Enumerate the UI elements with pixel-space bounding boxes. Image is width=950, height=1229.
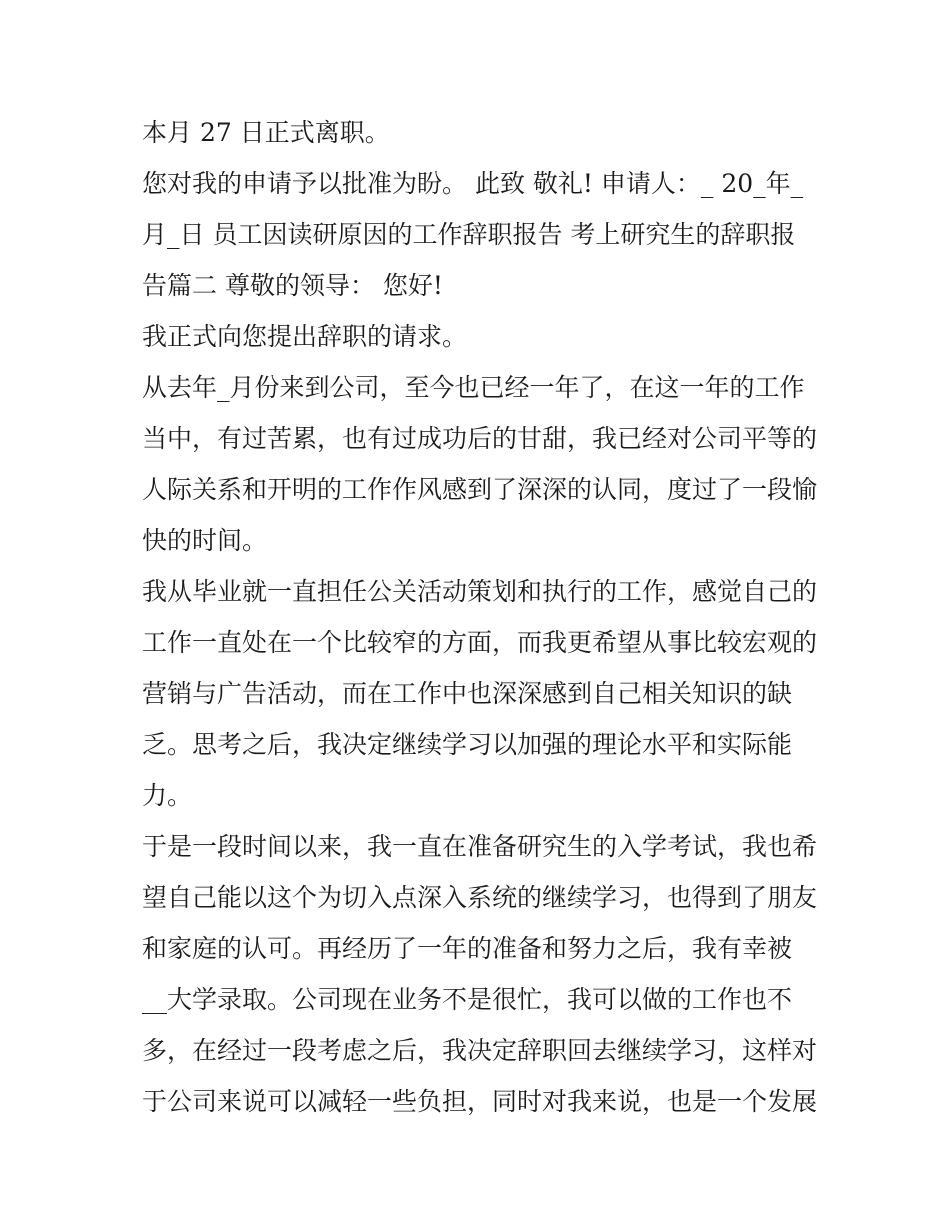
text-line: 当中，有过苦累，也有过成功后的甘甜，我已经对公司平等的 <box>142 424 818 453</box>
text-line: 工作一直处在一个比较窄的方面，而我更希望从事比较宏观的 <box>142 628 818 657</box>
text-line: __大学录取。公司现在业务不是很忙，我可以做的工作也不 <box>142 985 793 1014</box>
text-line: 望自己能以这个为切入点深入系统的继续学习，也得到了朋友 <box>142 883 818 912</box>
text-line: 多，在经过一段考虑之后，我决定辞职回去继续学习，这样对 <box>142 1036 818 1065</box>
text-line: 人际关系和开明的工作作风感到了深深的认同，度过了一段愉 <box>142 475 818 504</box>
text-line: 乏。思考之后，我决定继续学习以加强的理论水平和实际能 <box>142 730 793 759</box>
text-line: 营销与广告活动，而在工作中也深深感到自己相关知识的缺 <box>142 679 793 708</box>
text-line: 从去年_月份来到公司，至今也已经一年了，在这一年的工作 <box>142 373 805 402</box>
text-line: 于是一段时间以来，我一直在准备研究生的入学考试，我也希 <box>142 832 818 861</box>
text-line: 于公司来说可以减轻一些负担，同时对我来说，也是一个发展 <box>142 1087 818 1116</box>
text-line: 快的时间。 <box>142 526 268 555</box>
text-line: 本月 27 日正式离职。 <box>142 118 390 147</box>
document-body <box>142 107 822 1127</box>
text-line: 我正式向您提出辞职的请求。 <box>142 322 468 351</box>
text-line: 力。 <box>142 781 193 810</box>
text-line: 您对我的申请予以批准为盼。 此致 敬礼! 申请人：_ 20_年_ <box>142 169 804 198</box>
text-line: 和家庭的认可。再经历了一年的准备和努力之后，我有幸被 <box>142 934 793 963</box>
text-line: 我从毕业就一直担任公关活动策划和执行的工作，感觉自己的 <box>142 577 818 606</box>
text-line: 月_日 员工因读研原因的工作辞职报告 考上研究生的辞职报 <box>142 220 796 249</box>
text-line: 告篇二 尊敬的领导： 您好! <box>142 271 443 300</box>
